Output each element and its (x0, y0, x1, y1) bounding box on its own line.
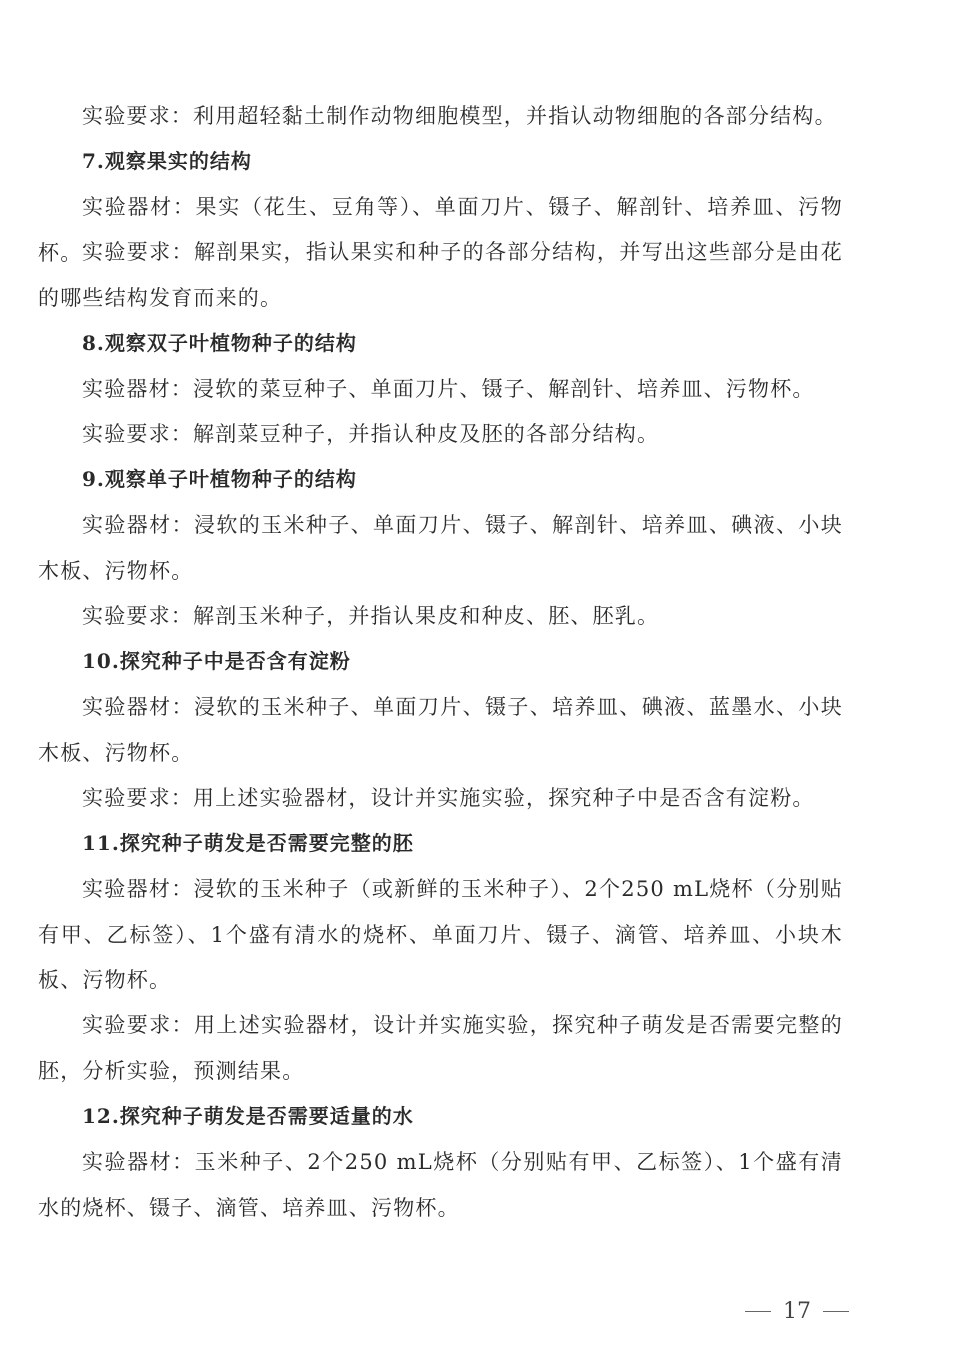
paragraph-dicot-materials: 实验器材：浸软的菜豆种子、单面刀片、镊子、解剖针、培养皿、污物杯。 (82, 377, 815, 401)
section-heading-9: 9.观察单子叶植物种子的结构 (82, 467, 357, 491)
page-number (742, 1296, 852, 1326)
paragraph-starch-materials: 实验器材：浸软的玉米种子、单面刀片、镊子、培养皿、碘液、蓝墨水、小块木板、污物杯。 (38, 695, 843, 765)
paragraph-fruit-materials: 实验器材：果实（花生、豆角等）、单面刀片、镊子、解剖针、培养皿、污物杯。 (38, 195, 843, 265)
paragraph-water-materials: 实验器材：玉米种子、2个250 mL烧杯（分别贴有甲、乙标签）、1个盛有清水的烧杯、镊子、滴管、培养皿、污物杯。 (38, 1150, 843, 1220)
paragraph-animal-cell-requirement: 实验要求：利用超轻黏土制作动物细胞模型，并指认动物细胞的各部分结构。 (82, 104, 837, 128)
paragraph-embryo-materials: 实验器材：浸软的玉米种子（或新鲜的玉米种子）、2个250 mL烧杯（分别贴有甲、乙标签）、1个盛有清水的烧杯、单面刀片、镊子、滴管、培养皿、小块木板、污物杯。 (38, 877, 843, 992)
paragraph-monocot-requirement: 实验要求：解剖玉米种子，并指认果皮和种皮、胚、胚乳。 (82, 604, 660, 628)
paragraph-starch-requirement: 实验要求：用上述实验器材，设计并实施实验，探究种子中是否含有淀粉。 (82, 786, 815, 810)
page-number-value: 17 (783, 1298, 811, 1324)
right-dash (823, 1311, 849, 1312)
paragraph-dicot-requirement: 实验要求：解剖菜豆种子，并指认种皮及胚的各部分结构。 (82, 422, 660, 446)
section-heading-12: 12.探究种子萌发是否需要适量的水 (82, 1104, 414, 1128)
paragraph-embryo-requirement: 实验要求：用上述实验器材，设计并实施实验，探究种子萌发是否需要完整的胚，分析实验，预测结果。 (38, 1013, 843, 1083)
paragraph-fruit-requirement: 实验要求：解剖果实，指认果实和种子的各部分结构，并写出这些部分是由花的哪些结构发育而来的。 (38, 240, 843, 310)
section-heading-11: 11.探究种子萌发是否需要完整的胚 (82, 831, 414, 855)
left-dash (745, 1311, 771, 1312)
section-heading-7: 7.观察果实的结构 (82, 149, 252, 173)
paragraph-monocot-materials: 实验器材：浸软的玉米种子、单面刀片、镊子、解剖针、培养皿、碘液、小块木板、污物杯。 (38, 513, 843, 583)
section-heading-10: 10.探究种子中是否含有淀粉 (82, 649, 351, 673)
section-heading-8: 8.观察双子叶植物种子的结构 (82, 331, 357, 355)
